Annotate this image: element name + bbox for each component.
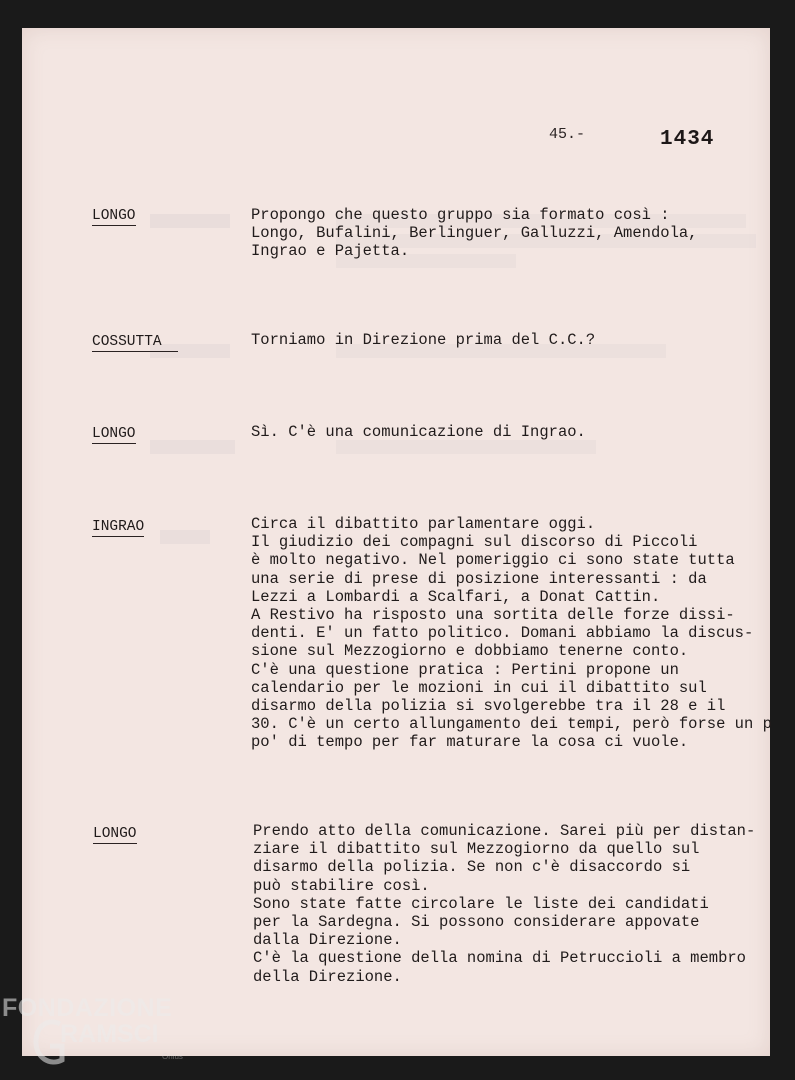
speech-line: può stabilire così.: [253, 876, 430, 895]
speech-line: Sono state fatte circolare le liste dei candidati: [253, 894, 709, 913]
speech-line: Ingrao e Pajetta.: [251, 242, 410, 261]
fondazione-gramsci-watermark: [2, 994, 202, 1074]
speech-line: C'è una questione pratica : Pertini propone un: [251, 660, 679, 679]
watermark-line-1: FONDAZIONE: [2, 994, 173, 1022]
show-through-shadow: [150, 440, 235, 454]
speech-line: A Restivo ha risposto una sortita delle forze dissi-: [251, 606, 735, 625]
speaker-label: LONGO: [93, 826, 137, 842]
speech-line: Sì. C'è una comunicazione di Ingrao.: [251, 423, 586, 441]
speaker-label: COSSUTTA: [92, 334, 178, 352]
speech-line: una serie di prese di posizione interessanti : da: [251, 569, 707, 588]
speech-line: C'è la questione della nomina di Petruccioli a membro: [253, 949, 746, 968]
speech-line: Propongo che questo gruppo sia formato così :: [251, 206, 670, 224]
speech-block: [251, 515, 772, 752]
page-sub-number: 45.-: [549, 126, 586, 143]
speech-line: è molto negativo. Nel pomeriggio ci sono state tutta: [251, 551, 735, 570]
speech-line: disarmo della polizia si svolgerebbe tra il 28 e il: [251, 697, 726, 716]
speech-line: Lezzi a Lombardi a Scalfari, a Donat Cattin.: [251, 587, 661, 606]
speech-block: [251, 423, 586, 441]
speech-line: Il giudizio dei compagni sul discorso di Piccoli: [251, 533, 698, 552]
watermark-line-2: RAMSCI: [60, 1020, 159, 1048]
speech-block: [251, 206, 697, 261]
speech-block: [253, 822, 755, 986]
speech-block: [251, 331, 595, 349]
show-through-shadow: [160, 530, 210, 544]
watermark-tag: Onlus: [162, 1052, 183, 1061]
show-through-shadow: [336, 440, 596, 454]
speech-line: Circa il dibattito parlamentare oggi.: [251, 515, 596, 533]
archive-page-number: 1434: [660, 128, 715, 151]
speech-line: dalla Direzione.: [253, 931, 402, 950]
speech-line: 30. C'è un certo allungamento dei tempi, però forse un p: [251, 715, 772, 734]
speech-line: po' di tempo per far maturare la cosa ci vuole.: [251, 733, 689, 752]
speech-line: disarmo della polizia. Se non c'è disaccordo si: [253, 858, 691, 877]
speech-line: sione sul Mezzogiorno e dobbiamo tenerne conto.: [251, 642, 689, 661]
show-through-shadow: [150, 214, 230, 228]
speech-line: calendario per le mozioni in cui il dibattito sul: [251, 678, 707, 697]
speech-line: denti. E' un fatto politico. Domani abbiamo la discus-: [251, 624, 754, 643]
speech-line: per la Sardegna. Si possono considerare appovate: [253, 913, 700, 932]
speech-line: della Direzione.: [253, 967, 402, 986]
speaker-label: LONGO: [92, 426, 136, 442]
speech-line: ziare il dibattito sul Mezzogiorno da quello sul: [253, 840, 700, 859]
speaker-label: INGRAO: [92, 519, 145, 535]
speech-line: Longo, Bufalini, Berlinguer, Galluzzi, Amendola,: [251, 224, 698, 243]
speaker-label: LONGO: [92, 208, 136, 224]
speech-line: Torniamo in Direzione prima del C.C.?: [251, 331, 596, 349]
speech-line: Prendo atto della comunicazione. Sarei più per distan-: [253, 822, 756, 840]
